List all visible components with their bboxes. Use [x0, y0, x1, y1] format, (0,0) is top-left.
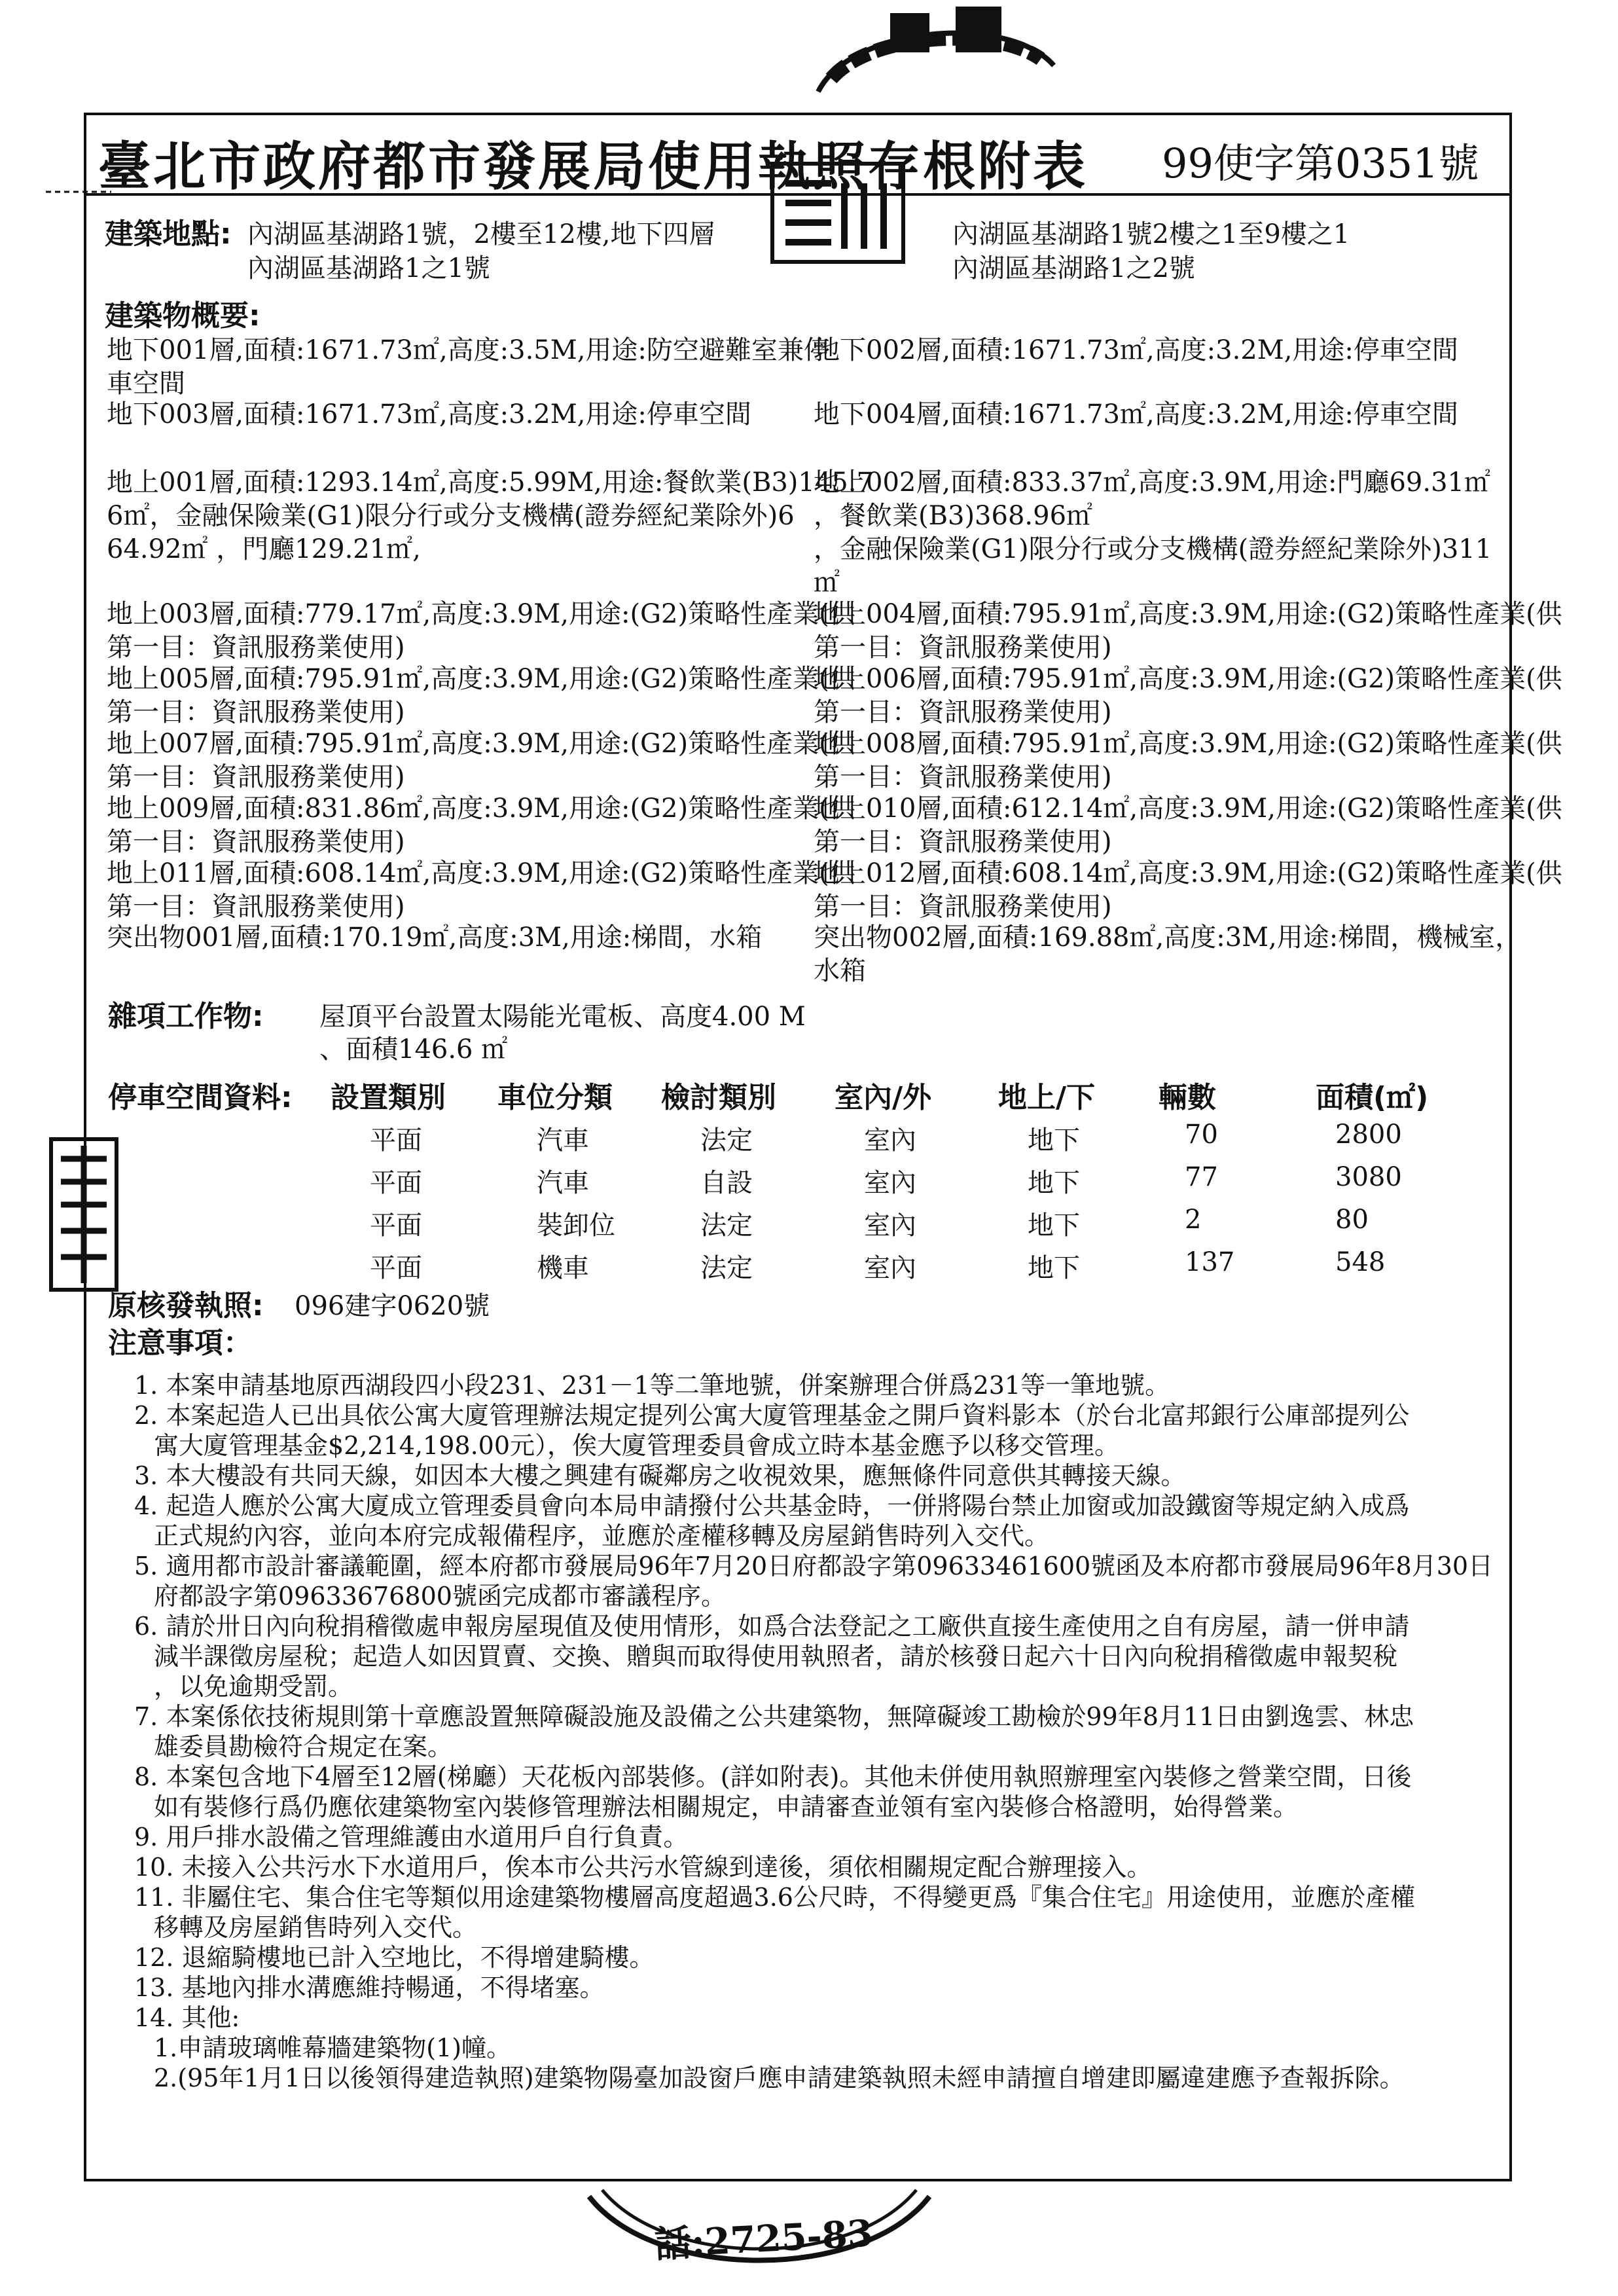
parking-cell: 室內 [864, 1253, 916, 1283]
floor-text: 地上006層,面積:795.91㎡,高度:3.9M,用途:(G2)策略性產業(供 [814, 664, 1562, 694]
page-title: 臺北市政府都市發展局使用執照存根附表 [98, 136, 1088, 197]
list-item: 9. 用戶排水設備之管理維護由水道用戶自行負責。 [134, 1823, 689, 1851]
list-item-continuation: 寓大廈管理基金$2,214,198.00元），俟大廈管理委員會成立時本基金應予以移交管理。 [154, 1431, 1120, 1460]
floor-entry-4f [814, 598, 1562, 665]
floor-entry-r1 [107, 921, 762, 955]
list-item: 14. 其他: [134, 2003, 240, 2032]
floor-text: 地上010層,面積:612.14㎡,高度:3.9M,用途:(G2)策略性產業(供 [814, 793, 1562, 824]
floor-text: 第一目：資訊服務業使用) [814, 827, 1112, 857]
floor-text: 6㎡，金融保險業(G1)限分行或分支機構(證券經紀業除外)6 [107, 501, 795, 531]
address-left-line2: 內湖區基湖路1之1號 [247, 253, 490, 283]
floor-text: 突出物002層,面積:169.88㎡,高度:3M,用途:梯間，機械室， [814, 922, 1522, 953]
list-item: 13. 基地內排水溝應維持暢通，不得堵塞。 [134, 1973, 605, 2002]
floor-entry-2f [814, 466, 1492, 600]
misc-line2: 、面積146.6 ㎡ [319, 1034, 508, 1065]
floor-entry-9f [107, 792, 855, 859]
floor-text: 第一目：資訊服務業使用) [814, 762, 1112, 792]
parking-cell: 3080 [1335, 1162, 1402, 1192]
parking-cell: 2800 [1335, 1120, 1402, 1150]
parking-cell: 自設 [700, 1168, 753, 1198]
margin-mark [46, 185, 111, 198]
parking-cell: 80 [1335, 1205, 1369, 1235]
list-item-continuation: ，以免逾期受罰。 [154, 1672, 353, 1701]
list-item-continuation: 移轉及房屋銷售時列入交代。 [154, 1913, 478, 1942]
list-item: 5. 適用都市設計審議範圍，經本府都市發展局96年7月20日府都設字第09633461600號函及本府都市發展局96年8月30日 [134, 1552, 1494, 1580]
misc-label: 雜項工作物: [108, 1000, 264, 1033]
floor-text: 突出物001層,面積:170.19㎡,高度:3M,用途:梯間，水箱 [107, 922, 763, 953]
floor-text: 地上007層,面積:795.91㎡,高度:3.9M,用途:(G2)策略性產業(供 [107, 729, 855, 759]
list-item: 2. 本案起造人已出具依公寓大廈管理辦法規定提列公寓大廈管理基金之開戶資料影本（於台北富邦銀行公庫部提列公 [134, 1401, 1410, 1430]
list-item: 3. 本大樓設有共同天線，如因本大樓之興建有礙鄰房之收視效果，應無條件同意供其轉接天線。 [134, 1461, 1186, 1490]
parking-cell: 平面 [370, 1211, 422, 1241]
floor-text: ，餐飲業(B3)368.96㎡ [814, 501, 1093, 531]
list-item: 12. 退縮騎樓地已計入空地比，不得增建騎樓。 [134, 1943, 655, 1972]
floor-entry-b1 [107, 334, 830, 401]
floor-entry-5f [107, 663, 855, 729]
floor-text: 地下002層,面積:1671.73㎡,高度:3.2M,用途:停車空間 [814, 335, 1458, 365]
floor-text: 地上009層,面積:831.86㎡,高度:3.9M,用途:(G2)策略性產業(供 [107, 793, 855, 824]
floor-text: 第一目：資訊服務業使用) [107, 632, 405, 663]
parking-cell: 機車 [537, 1253, 589, 1283]
parking-cell: 汽車 [537, 1168, 589, 1198]
margin-seal-stamp [45, 1133, 123, 1296]
parking-cell: 548 [1335, 1247, 1386, 1277]
floor-text: 64.92㎡ ，門廳129.21㎡, [107, 534, 421, 564]
parking-cell: 法定 [700, 1125, 753, 1156]
parking-header: 地上/下 [998, 1081, 1096, 1114]
parking-cell: 裝卸位 [537, 1211, 615, 1241]
floor-text: 水箱 [814, 956, 866, 986]
bottom-stamp-text: 話:2725-83 [653, 2212, 874, 2267]
floor-text: 地上011層,面積:608.14㎡,高度:3.9M,用途:(G2)策略性產業(供 [107, 858, 855, 888]
floor-text: 第一目：資訊服務業使用) [814, 697, 1112, 727]
document-number: 99使字第0351號 [1162, 139, 1479, 187]
title-seal-stamp [766, 157, 910, 268]
list-item: 7. 本案係依技術規則第十章應設置無障礙設施及設備之公共建築物，無障礙竣工勘檢於99年8月11日由劉逸雲、林忠 [134, 1702, 1414, 1731]
parking-cell: 室內 [864, 1168, 916, 1198]
list-item: 4. 起造人應於公寓大廈成立管理委員會向本局申請撥付公共基金時，一併將陽台禁止加窗或加設鐵窗等規定納入成爲 [134, 1491, 1410, 1520]
original-license-value: 096建字0620號 [295, 1291, 490, 1321]
parking-cell: 室內 [864, 1125, 916, 1156]
parking-cell: 2 [1185, 1205, 1202, 1235]
parking-cell: 地下 [1028, 1253, 1080, 1283]
list-item: 11. 非屬住宅、集合住宅等類似用途建築物樓層高度超過3.6公尺時，不得變更爲『集合住宅』用途使用，並應於產權 [134, 1883, 1415, 1912]
floor-text: 第一目：資訊服務業使用) [814, 632, 1112, 663]
floor-text: ，金融保險業(G1)限分行或分支機構(證券經紀業除外)311 [814, 534, 1492, 564]
floor-entry-b4 [814, 398, 1458, 431]
top-seal-stamp [812, 0, 1060, 98]
parking-cell: 平面 [370, 1253, 422, 1283]
list-item-continuation: 正式規約內容，並向本府完成報備程序，並應於產權移轉及房屋銷售時列入交代。 [154, 1522, 1050, 1550]
floor-text: 第一目：資訊服務業使用) [107, 762, 405, 792]
parking-cell: 法定 [700, 1211, 753, 1241]
list-item-continuation: 如有裝修行爲仍應依建築物室內裝修管理辦法相關規定，申請審查並領有室內裝修合格證明，始得營業。 [154, 1793, 1299, 1821]
parking-header: 室內/外 [835, 1081, 932, 1114]
list-item: 8. 本案包含地下4層至12層(梯廳）天花板內部裝修。(詳如附表)。其他未併使用執照辦理室內裝修之營業空間，日後 [134, 1762, 1412, 1791]
list-item-continuation: 減半課徵房屋稅；起造人如因買賣、交換、贈與而取得使用執照者，請於核發日起六十日內向稅捐稽徵處申報契稅 [154, 1642, 1398, 1671]
floor-text: ㎡ [814, 568, 840, 598]
parking-cell: 平面 [370, 1125, 422, 1156]
original-license-label: 原核發執照: [108, 1289, 264, 1322]
sub-list-item: 2.(95年1月1日以後領得建造執照)建築物陽臺加設窗戶應申請建築執照未經申請擅自增建即屬違建應予查報拆除。 [154, 2064, 1405, 2092]
parking-cell: 地下 [1028, 1125, 1080, 1156]
floor-text: 地上012層,面積:608.14㎡,高度:3.9M,用途:(G2)策略性產業(供 [814, 858, 1562, 888]
floor-text: 地下003層,面積:1671.73㎡,高度:3.2M,用途:停車空間 [107, 399, 751, 429]
parking-header: 輛數 [1159, 1081, 1216, 1114]
floor-text: 第一目：資訊服務業使用) [107, 697, 405, 727]
floor-entry-b2 [814, 334, 1458, 367]
parking-cell: 70 [1185, 1120, 1218, 1150]
parking-header: 設置類別 [331, 1081, 446, 1114]
list-item-continuation: 雄委員勘檢符合規定在案。 [154, 1732, 453, 1761]
parking-header: 面積(㎡) [1316, 1081, 1429, 1114]
address-label: 建築地點: [105, 217, 232, 251]
floor-entry-1f [107, 466, 873, 566]
list-item: 1. 本案申請基地原西湖段四小段231、231－1等二筆地號，併案辦理合併爲231等一筆地號。 [134, 1371, 1170, 1400]
parking-cell: 平面 [370, 1168, 422, 1198]
floor-text: 地上008層,面積:795.91㎡,高度:3.9M,用途:(G2)策略性產業(供 [814, 729, 1562, 759]
floor-entry-11f [107, 857, 855, 924]
sub-list-item: 1.申請玻璃帷幕牆建築物(1)幢。 [154, 2033, 512, 2062]
address-right-line2: 內湖區基湖路1之2號 [952, 253, 1195, 283]
floor-text: 地上003層,面積:779.17㎡,高度:3.9M,用途:(G2)策略性產業(供 [107, 599, 855, 629]
floor-entry-8f [814, 727, 1562, 794]
floor-entry-7f [107, 727, 855, 794]
list-item: 10. 未接入公共污水下水道用戶，俟本市公共污水管線到達後，須依相關規定配合辦理接入。 [134, 1853, 1152, 1882]
floor-entry-10f [814, 792, 1562, 859]
floor-text: 地上004層,面積:795.91㎡,高度:3.9M,用途:(G2)策略性產業(供 [814, 599, 1562, 629]
floor-text: 地上001層,面積:1293.14㎡,高度:5.99M,用途:餐飲業(B3)145.7 [107, 467, 873, 498]
parking-header: 車位分類 [497, 1081, 613, 1114]
floor-text: 地上005層,面積:795.91㎡,高度:3.9M,用途:(G2)策略性產業(供 [107, 664, 855, 694]
floor-entry-3f [107, 598, 855, 665]
floor-entry-r2 [814, 921, 1521, 988]
list-item-continuation: 府都設字第09633676800號函完成都市審議程序。 [154, 1582, 726, 1611]
floor-text: 車空間 [107, 369, 185, 399]
floor-text: 地下004層,面積:1671.73㎡,高度:3.2M,用途:停車空間 [814, 399, 1458, 429]
parking-cell: 137 [1185, 1247, 1235, 1277]
address-left-line1: 內湖區基湖路1號，2樓至12樓,地下四層 [247, 219, 715, 249]
misc-line1: 屋頂平台設置太陽能光電板、高度4.00 M [319, 1002, 806, 1032]
parking-cell: 地下 [1028, 1211, 1080, 1241]
parking-label: 停車空間資料: [108, 1081, 293, 1114]
floor-entry-12f [814, 857, 1562, 924]
floor-text: 地下001層,面積:1671.73㎡,高度:3.5M,用途:防空避難室兼停 [107, 335, 830, 365]
parking-cell: 地下 [1028, 1168, 1080, 1198]
floor-text: 地上002層,面積:833.37㎡,高度:3.9M,用途:門廳69.31㎡ [814, 467, 1490, 498]
floor-text: 第一目：資訊服務業使用) [107, 827, 405, 857]
overview-label: 建築物概要: [105, 299, 261, 333]
floor-entry-b3 [107, 398, 751, 431]
list-item: 6. 請於卅日內向稅捐稽徵處申報房屋現值及使用情形，如爲合法登記之工廠供直接生產使用之自有房屋，請一併申請 [134, 1612, 1410, 1641]
parking-cell: 室內 [864, 1211, 916, 1241]
notes-label: 注意事項： [108, 1326, 252, 1360]
parking-header: 檢討類別 [661, 1081, 776, 1114]
floor-text: 第一目：資訊服務業使用) [107, 892, 405, 922]
address-right-line1: 內湖區基湖路1號2樓之1至9樓之1 [952, 219, 1350, 249]
floor-text: 第一目：資訊服務業使用) [814, 892, 1112, 922]
parking-cell: 汽車 [537, 1125, 589, 1156]
parking-cell: 法定 [700, 1253, 753, 1283]
notes-list [134, 1370, 1493, 2093]
floor-entry-6f [814, 663, 1562, 729]
parking-cell: 77 [1185, 1162, 1218, 1192]
